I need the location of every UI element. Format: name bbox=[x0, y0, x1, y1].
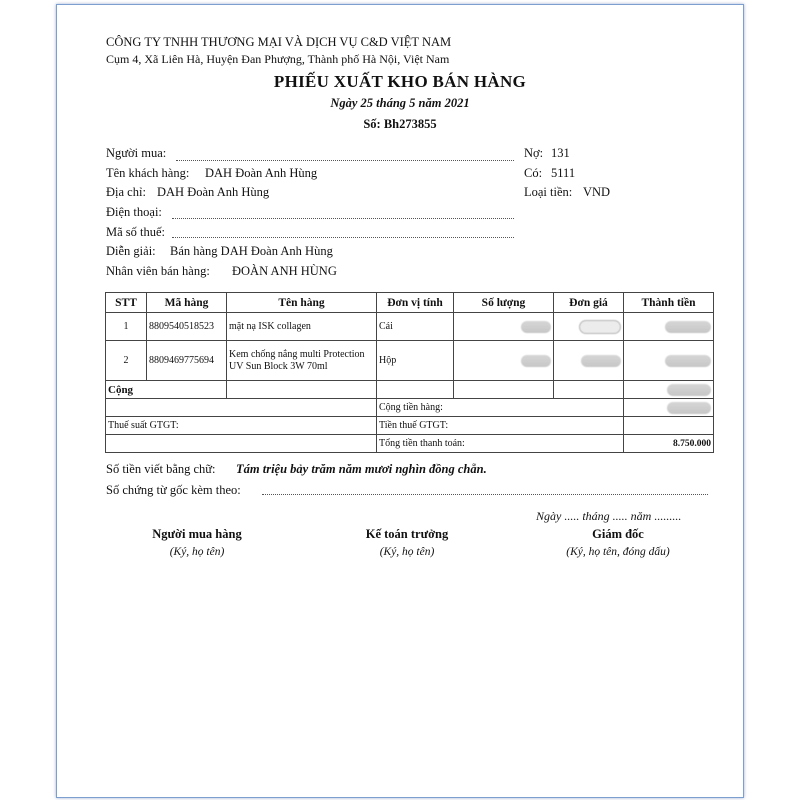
row-unit: Hộp bbox=[377, 341, 454, 381]
grand-total-label: Tổng tiền thanh toán: bbox=[377, 435, 624, 453]
credit-value: 5111 bbox=[551, 166, 576, 180]
address-value: DAH Đoàn Anh Hùng bbox=[157, 185, 270, 199]
row-stt: 2 bbox=[106, 341, 147, 381]
currency-value: VND bbox=[583, 185, 611, 199]
header-quantity: Số lượng bbox=[454, 293, 554, 313]
debit-label: Nợ: bbox=[524, 146, 544, 160]
row-unit-price-redacted bbox=[554, 341, 624, 381]
attached-docs-dotted-line bbox=[262, 494, 708, 495]
customer-value: DAH Đoàn Anh Hùng bbox=[205, 166, 318, 180]
attached-docs-label: Số chứng từ gốc kèm theo: bbox=[106, 483, 241, 497]
grand-total-value: 8.750.000 bbox=[624, 435, 714, 453]
goods-total-redacted bbox=[624, 399, 714, 417]
document-date: Ngày 25 tháng 5 năm 2021 bbox=[330, 96, 470, 110]
row-amount-redacted bbox=[624, 341, 714, 381]
signature-date-line: Ngày ..... tháng ..... năm ......... bbox=[536, 509, 682, 523]
header-unit: Đơn vị tính bbox=[377, 293, 454, 313]
header-unit-price: Đơn giá bbox=[554, 293, 624, 313]
header-name: Tên hàng bbox=[227, 293, 377, 313]
total-label: Cộng bbox=[106, 381, 227, 399]
phone-dotted-line bbox=[172, 218, 514, 219]
description-value: Bán hàng DAH Đoàn Anh Hùng bbox=[170, 244, 333, 258]
staff-label: Nhân viên bán hàng: bbox=[106, 264, 210, 278]
credit-label: Có: bbox=[524, 166, 543, 180]
description-label: Diễn giải: bbox=[106, 244, 156, 258]
director-signature-title: Giám đốc bbox=[592, 527, 644, 541]
currency-label: Loại tiền: bbox=[524, 185, 573, 199]
amount-words-label: Số tiền viết bằng chữ: bbox=[106, 462, 216, 476]
table-header-row bbox=[106, 293, 714, 313]
row-stt: 1 bbox=[106, 313, 147, 341]
header-code: Mã hàng bbox=[147, 293, 227, 313]
row-amount-redacted bbox=[624, 313, 714, 341]
row-code: 8809540518523 bbox=[147, 313, 227, 341]
tax-code-dotted-line bbox=[172, 237, 514, 238]
header-stt: STT bbox=[106, 293, 147, 313]
row-unit: Cái bbox=[377, 313, 454, 341]
header-amount: Thành tiền bbox=[624, 293, 714, 313]
debit-value: 131 bbox=[551, 146, 570, 160]
row-quantity-redacted bbox=[454, 313, 554, 341]
buyer-signature-note: (Ký, họ tên) bbox=[169, 546, 225, 558]
company-address: Cụm 4, Xã Liên Hà, Huyện Đan Phượng, Thành phố Hà Nội, Việt Nam bbox=[106, 52, 450, 66]
accountant-signature-note: (Ký, họ tên) bbox=[379, 546, 435, 558]
vat-amount-label: Tiền thuế GTGT: bbox=[377, 417, 624, 435]
goods-total-label: Cộng tiền hàng: bbox=[377, 399, 624, 417]
phone-label: Điện thoại: bbox=[106, 205, 162, 219]
buyer-dotted-line bbox=[176, 160, 514, 161]
table-row bbox=[106, 341, 714, 381]
row-item-name: mặt nạ ISK collagen bbox=[227, 313, 377, 341]
goods-total-row bbox=[106, 399, 714, 417]
items-table bbox=[105, 292, 714, 453]
tax-code-label: Mã số thuế: bbox=[106, 225, 166, 239]
accountant-signature-title: Kế toán trưởng bbox=[365, 527, 449, 541]
total-row bbox=[106, 381, 714, 399]
vat-row bbox=[106, 417, 714, 435]
staff-value: ĐOÀN ANH HÙNG bbox=[232, 264, 337, 278]
vat-rate-label: Thuế suất GTGT: bbox=[106, 417, 377, 435]
buyer-signature-title: Người mua hàng bbox=[152, 527, 242, 541]
buyer-label: Người mua: bbox=[106, 146, 167, 160]
row-code: 8809469775694 bbox=[147, 341, 227, 381]
row-item-name: Kem chống nắng multi Protection UV Sun Block 3W 70ml bbox=[227, 341, 377, 381]
document-title: PHIẾU XUẤT KHO BÁN HÀNG bbox=[273, 72, 527, 91]
customer-label: Tên khách hàng: bbox=[106, 166, 190, 180]
table-row bbox=[106, 313, 714, 341]
grand-total-row bbox=[106, 435, 714, 453]
company-name: CÔNG TY TNHH THƯƠNG MẠI VÀ DỊCH VỤ C&D VIỆT NAM bbox=[106, 35, 452, 49]
total-amount-redacted bbox=[624, 381, 714, 399]
row-quantity-redacted bbox=[454, 341, 554, 381]
amount-words-value: Tám triệu bảy trăm năm mươi nghìn đồng chẵn. bbox=[236, 462, 487, 476]
document-number: Số: Bh273855 bbox=[363, 117, 437, 131]
row-unit-price-redacted bbox=[554, 313, 624, 341]
director-signature-note: (Ký, họ tên, đóng dấu) bbox=[566, 546, 670, 558]
address-label: Địa chỉ: bbox=[106, 185, 146, 199]
